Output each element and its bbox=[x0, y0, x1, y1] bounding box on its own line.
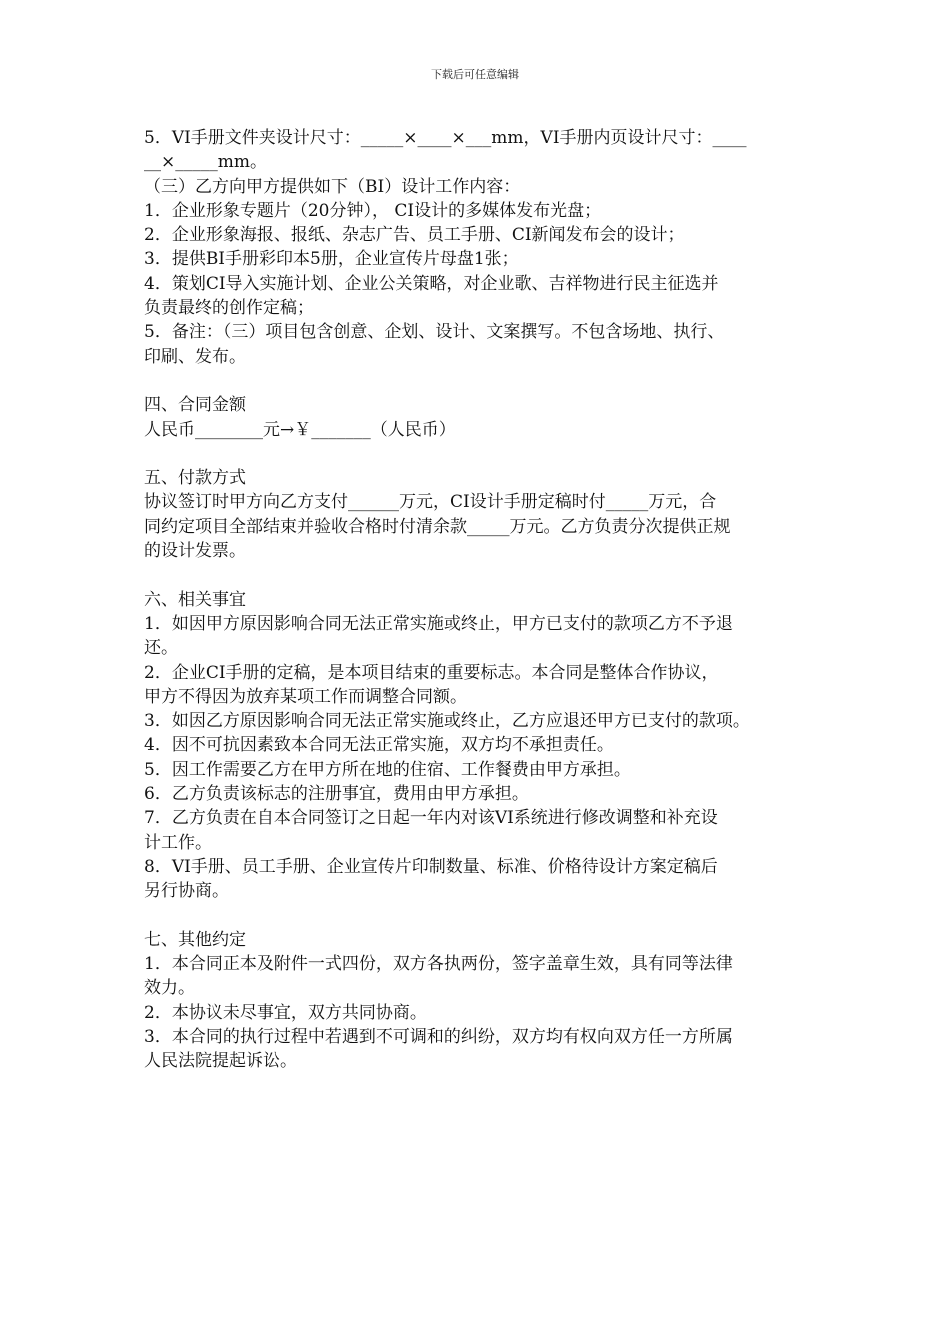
blank-line bbox=[144, 442, 824, 466]
text-line: 5．备注：（三）项目包含创意、企划、设计、文案撰写。不包含场地、执行、 bbox=[144, 322, 725, 343]
text-line: 六、相关事宜 bbox=[144, 589, 246, 610]
text-line: 2．本协议未尽事宜，双方共同协商。 bbox=[144, 1002, 427, 1023]
text-line: 效力。 bbox=[144, 978, 195, 999]
text-line: 1．本合同正本及附件一式四份，双方各执两份，签字盖章生效，具有同等法律 bbox=[144, 954, 733, 975]
text-line: 5．因工作需要乙方在甲方所在地的住宿、工作餐费由甲方承担。 bbox=[144, 759, 631, 780]
text-line: 6．乙方负责该标志的注册事宜，费用由甲方承担。 bbox=[144, 784, 529, 805]
blank-line bbox=[144, 369, 824, 393]
text-line: 人民法院提起诉讼。 bbox=[144, 1051, 297, 1072]
text-line: 1．如因甲方原因影响合同无法正常实施或终止，甲方已支付的款项乙方不予退 bbox=[144, 613, 733, 634]
text-line: 2．企业CI手册的定稿，是本项目结束的重要标志。本合同是整体合作协议， bbox=[144, 662, 719, 683]
text-line: 甲方不得因为放弃某项工作而调整合同额。 bbox=[144, 686, 467, 707]
text-line: 1．企业形象专题片（20分钟）， CI设计的多媒体发布光盘； bbox=[144, 200, 602, 221]
text-line: 7．乙方负责在自本合同签订之日起一年内对该VI系统进行修改调整和补充设 bbox=[144, 808, 718, 829]
text-line: 人民币________元→￥_______（人民币） bbox=[144, 419, 456, 440]
text-line: 4．因不可抗因素致本合同无法正常实施，双方均不承担责任。 bbox=[144, 735, 614, 756]
text-line: 另行协商。 bbox=[144, 881, 229, 902]
text-line: 计工作。 bbox=[144, 832, 212, 853]
text-line: （三）乙方向甲方提供如下（BI）设计工作内容： bbox=[144, 176, 521, 197]
document-body bbox=[144, 126, 824, 1074]
blank-line bbox=[144, 904, 824, 928]
text-line: 3．如因乙方原因影响合同无法正常实施或终止，乙方应退还甲方已支付的款项。 bbox=[144, 711, 750, 732]
text-line: 五、付款方式 bbox=[144, 468, 246, 489]
page-header: 下载后可任意编辑 bbox=[431, 68, 519, 81]
text-line: 还。 bbox=[144, 638, 178, 659]
text-line: 负责最终的创作定稿； bbox=[144, 298, 314, 319]
text-line: __×_____mm。 bbox=[144, 152, 267, 173]
text-line: 8．VI手册、员工手册、企业宣传片印制数量、标准、价格待设计方案定稿后 bbox=[144, 856, 718, 877]
text-line: 协议签订时甲方向乙方支付______万元，CI设计手册定稿时付_____万元，合 bbox=[144, 492, 717, 513]
text-line: 3．本合同的执行过程中若遇到不可调和的纠纷，双方均有权向双方任一方所属 bbox=[144, 1026, 733, 1047]
text-line: 七、其他约定 bbox=[144, 929, 246, 950]
text-line: 的设计发票。 bbox=[144, 541, 246, 562]
text-line: 2．企业形象海报、报纸、杂志广告、员工手册、CI新闻发布会的设计； bbox=[144, 225, 685, 246]
text-line: 4．策划CI导入实施计划、企业公关策略，对企业歌、吉祥物进行民主征选并 bbox=[144, 273, 719, 294]
blank-line bbox=[144, 563, 824, 587]
text-line: 5．VI手册文件夹设计尺寸：_____×____×___mm，VI手册内页设计尺寸：____ bbox=[144, 128, 747, 148]
text-line: 四、合同金额 bbox=[144, 395, 246, 416]
text-line: 同约定项目全部结束并验收合格时付清余款_____万元。乙方负责分次提供正规 bbox=[144, 516, 731, 537]
text-line: 3．提供BI手册彩印本5册，企业宣传片母盘1张； bbox=[144, 249, 519, 270]
text-line: 印刷、发布。 bbox=[144, 346, 246, 367]
